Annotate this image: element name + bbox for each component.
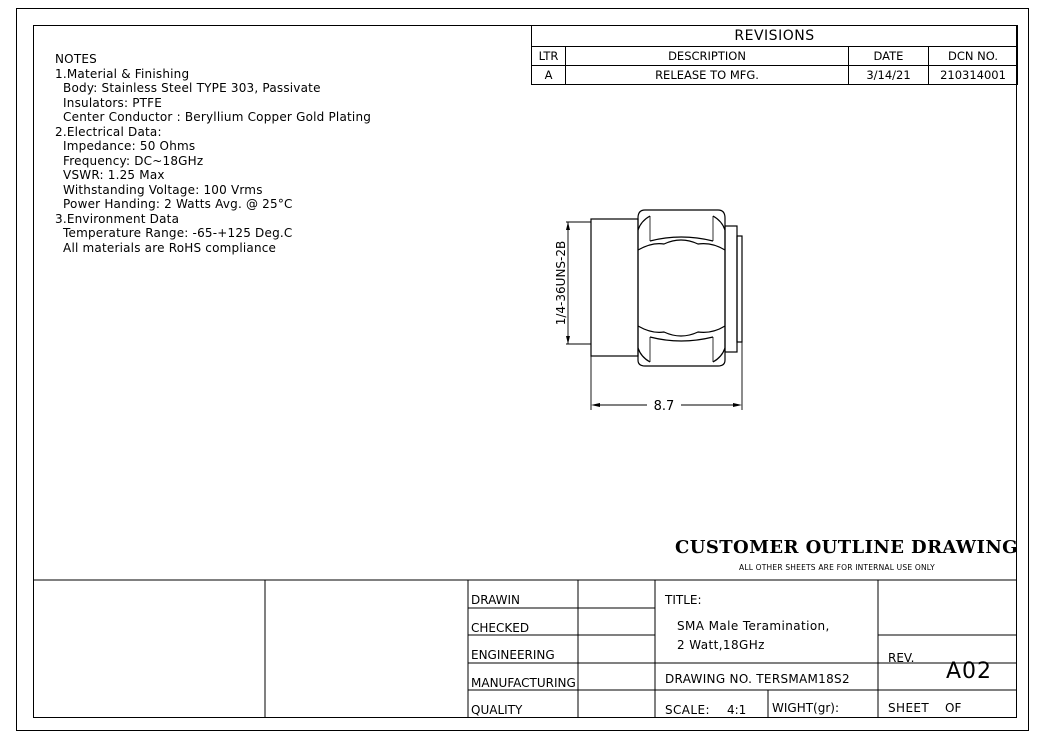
- notes-line: Frequency: DC~18GHz: [55, 153, 204, 168]
- notes-line: VSWR: 1.25 Max: [55, 168, 165, 182]
- rev-label: REV.: [888, 651, 915, 665]
- title-line-2: 2 Watt,18GHz: [677, 638, 765, 652]
- notes-line: Temperature Range: -65-+125 Deg.C: [55, 226, 293, 240]
- revisions-header-dcn: DCN NO.: [929, 47, 1018, 66]
- internal-use-note: ALL OTHER SHEETS ARE FOR INTERNAL USE ONLY: [739, 563, 935, 572]
- notes-line: Body: Stainless Steel TYPE 303, Passivate: [55, 81, 321, 95]
- hex-flat-bottom: [638, 326, 725, 336]
- notes-line: Power Handing: 2 Watts Avg. @ 25°C: [55, 197, 293, 211]
- end-cap: [725, 226, 737, 352]
- length-label: 8.7: [653, 399, 675, 414]
- notes-line: Insulators: PTFE: [55, 95, 163, 110]
- manufacturing-label: MANUFACTURING: [471, 676, 576, 690]
- end-tip: [737, 236, 742, 342]
- title-line-1: SMA Male Teramination,: [677, 619, 830, 633]
- hex-nut: [638, 210, 725, 366]
- drawing-number: DRAWING NO. TERSMAM18S2: [665, 672, 850, 686]
- scale-label: SCALE:: [665, 703, 710, 717]
- hex-flat-top: [638, 240, 725, 250]
- thread-label: 1/4-36UNS-2B: [554, 240, 568, 326]
- hex-edges: [650, 216, 713, 362]
- notes-heading: NOTES: [55, 52, 97, 66]
- hex-line: [650, 337, 713, 341]
- notes-line: 2.Electrical Data:: [55, 124, 162, 139]
- quality-label: QUALITY: [471, 703, 523, 717]
- notes-line: Impedance: 50 Ohms: [55, 139, 196, 153]
- hex-facet-bottom: [638, 348, 725, 362]
- hex-facet-top: [638, 216, 725, 230]
- scale-value: 4:1: [727, 703, 747, 717]
- connector-body: [591, 219, 638, 356]
- rev-value: A02: [946, 659, 993, 684]
- notes-line: Withstanding Voltage: 100 Vrms: [55, 182, 263, 197]
- drawing-title-banner: CUSTOMER OUTLINE DRAWING: [675, 537, 1018, 558]
- revisions-header-ltr: LTR: [532, 47, 566, 66]
- revision-date: 3/14/21: [849, 66, 929, 85]
- sheet-label: SHEET: [888, 701, 930, 715]
- notes-line: All materials are RoHS compliance: [55, 240, 277, 255]
- engineering-label: ENGINEERING: [471, 648, 555, 662]
- revisions-header-date: DATE: [849, 47, 929, 66]
- revisions-title: REVISIONS: [532, 26, 1018, 47]
- revision-dcn: 210314001: [929, 66, 1018, 85]
- title-label: TITLE:: [665, 593, 702, 607]
- revisions-header-description: DESCRIPTION: [566, 47, 849, 66]
- checked-label: CHECKED: [471, 621, 530, 635]
- notes-line: 1.Material & Finishing: [55, 66, 190, 81]
- notes-line: 3.Environment Data: [55, 211, 180, 226]
- weight-label: WIGHT(gr):: [772, 701, 840, 715]
- of-label: OF: [945, 701, 962, 715]
- notes-line: Center Conductor : Beryllium Copper Gold Plating: [55, 110, 372, 124]
- drawin-label: DRAWIN: [471, 593, 521, 607]
- revision-description: RELEASE TO MFG.: [566, 66, 849, 85]
- revision-ltr: A: [532, 66, 566, 85]
